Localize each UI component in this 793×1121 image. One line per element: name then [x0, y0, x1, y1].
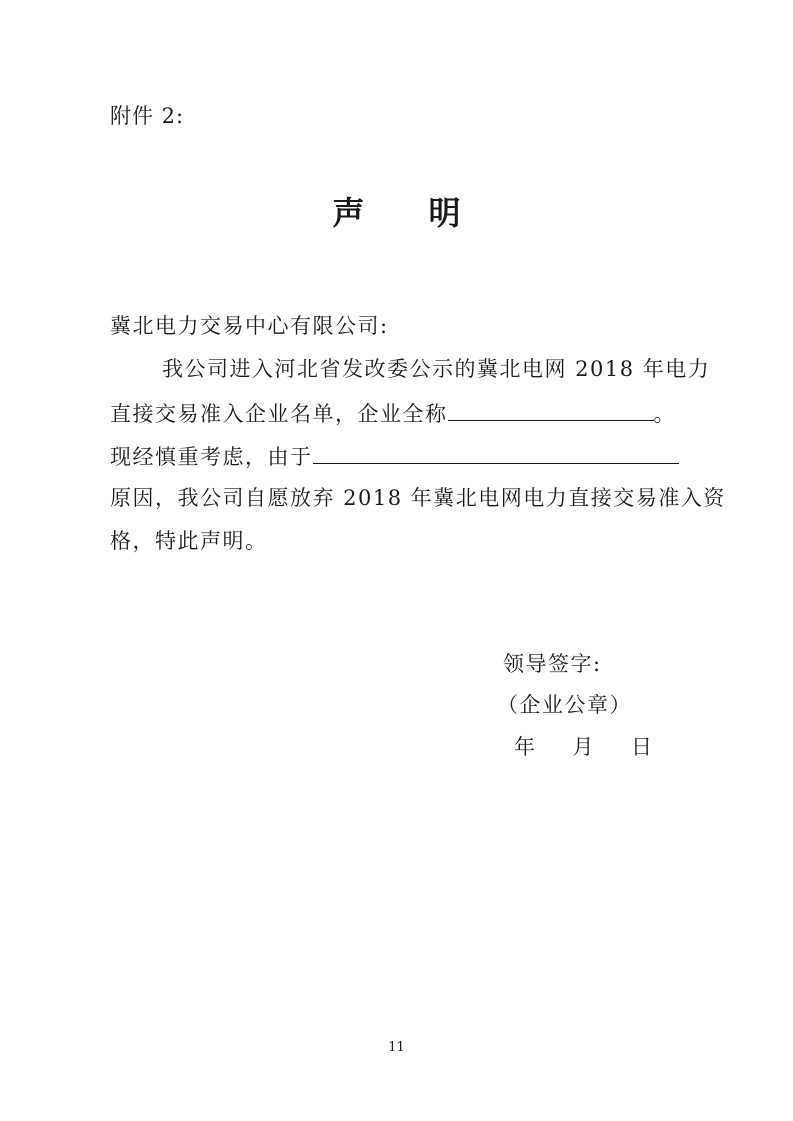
company-name-blank[interactable] [448, 398, 654, 421]
signature-date [514, 731, 654, 761]
attachment-label: 附件 2: [110, 104, 185, 128]
page-number: 11 [388, 1040, 405, 1055]
date-month: 月 [572, 735, 595, 759]
body-line-5: 格，特此声明。 [110, 529, 268, 553]
title-char-1: 声 [332, 194, 365, 232]
date-day: 日 [631, 735, 654, 759]
body-line-4: 原因，我公司自愿放弃 2018 年冀北电网电力直接交易准入资 [110, 486, 726, 510]
page-title [0, 188, 793, 234]
date-year: 年 [514, 735, 537, 759]
body-line-2 [110, 398, 676, 428]
body-line-3 [110, 441, 679, 471]
company-seal-label: （企业公章） [497, 693, 632, 717]
body-line-3-text: 现经慎重考虑，由于 [110, 445, 313, 469]
title-char-2: 明 [428, 194, 461, 232]
addressee: 冀北电力交易中心有限公司: [110, 314, 389, 338]
leader-signature-label: 领导签字: [503, 652, 602, 676]
reason-blank[interactable] [313, 441, 679, 464]
body-line-2-text: 直接交易准入企业名单，企业全称 [110, 402, 448, 426]
body-line-2-end: 。 [653, 402, 676, 426]
body-line-1: 我公司进入河北省发改委公示的冀北电网 2018 年电力 [162, 357, 711, 381]
